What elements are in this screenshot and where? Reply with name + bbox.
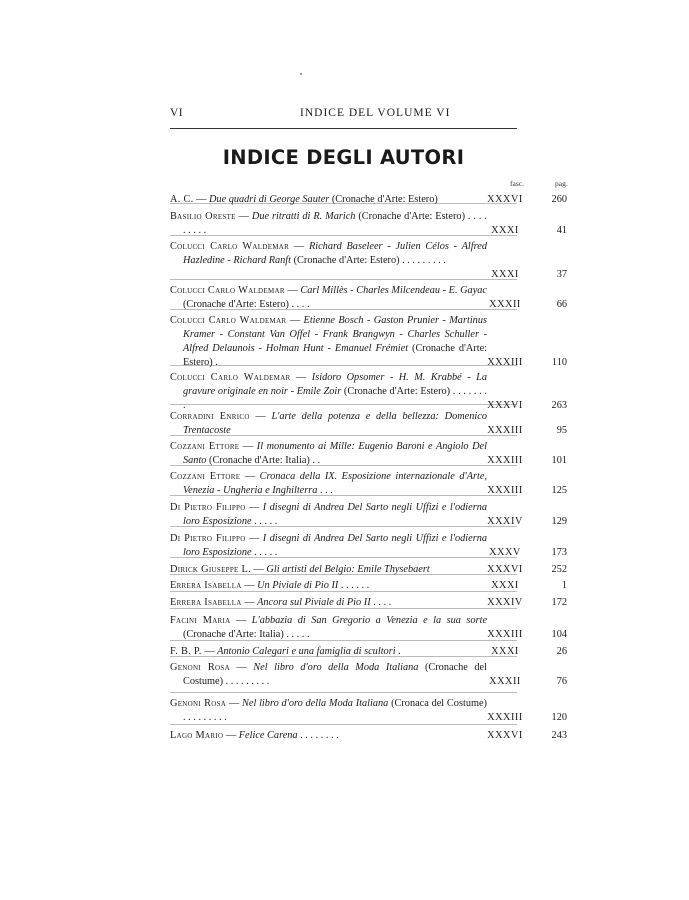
entry-dash: —: [229, 662, 254, 673]
entry-author: Cozzani Ettore: [170, 471, 241, 482]
entry-dash: —: [239, 441, 257, 452]
entry-fascicle: XXXII: [489, 676, 521, 687]
entry-text: [170, 661, 487, 689]
index-entry: [170, 532, 567, 560]
entry-title: Nel libro d'oro della Moda Italiana: [242, 698, 389, 709]
entry-author: Colucci Carlo Waldemar: [170, 241, 290, 252]
entry-fascicle: XXXII: [489, 299, 521, 310]
entry-rubric: . . . . .: [251, 516, 278, 527]
fasc-column-header: fasc.: [510, 179, 524, 188]
entry-fascicle: XXXIII: [487, 485, 523, 496]
index-entry: [170, 193, 567, 207]
entry-page: 172: [551, 597, 567, 608]
entry-text: [170, 532, 487, 560]
entry-rubric: (Cronache d'Arte: Estero): [329, 194, 438, 205]
entry-text: [170, 440, 487, 468]
entry-page: 173: [551, 547, 567, 558]
entry-fascicle: XXXI: [491, 225, 519, 236]
entry-author: F. B. P.: [170, 646, 202, 657]
entry-fascicle: XXXIII: [487, 629, 523, 640]
index-entry: [170, 314, 567, 370]
entry-fascicle: XXXIII: [487, 455, 523, 466]
entry-author: Colucci Carlo Waldemar: [170, 315, 287, 326]
entry-title: Richard Baseleer - Julien Célos - Alfred Hazledine - Richard Ranft: [183, 241, 487, 266]
entry-fascicle: XXXIII: [487, 712, 523, 723]
entry-rubric: (Cronaca del Costume) . . . . . . . . .: [183, 698, 487, 723]
entry-author: Basilio Oreste: [170, 211, 236, 222]
entry-fascicle: XXXIII: [487, 357, 523, 368]
entry-author: Di Pietro Filippo: [170, 502, 246, 513]
index-entry: [170, 579, 567, 593]
entry-title: Antonio Calegari e una famiglia di scultori: [217, 646, 396, 657]
entry-dash: —: [201, 646, 218, 657]
entry-text: [170, 240, 487, 268]
entry-rubric: . . .: [317, 485, 333, 496]
entry-rubric: . . . . . .: [338, 580, 370, 591]
entry-rubric: (Cronache d'Arte: Italia) . .: [206, 455, 321, 466]
entry-title: Felice Carena: [238, 730, 298, 741]
entry-author: Genoni Rosa: [170, 698, 227, 709]
entry-rubric: .: [395, 646, 401, 657]
entry-author: Corradini Enrico: [170, 411, 250, 422]
entry-text: [170, 596, 487, 610]
entry-title: Ancora sul Piviale di Pio II: [257, 597, 371, 608]
entry-title: Etienne Bosch - Gaston Prunier - Martinus Kramer - Constant Van Offel - Frank Brangwyn - Charles Schuller - Alfred Delaunois - Holman Hunt - Emanuel Frémiet: [183, 315, 487, 354]
index-entry: [170, 501, 567, 529]
entry-text: [170, 729, 487, 743]
entry-author: Facini Maria: [170, 615, 231, 626]
entry-rubric: (Cronache d'Arte: Italia) . . . . .: [183, 629, 310, 640]
entry-page: 104: [551, 629, 567, 640]
entry-text: [170, 563, 487, 577]
entry-author: A. C.: [170, 194, 194, 205]
entry-title: Due quadri di George Sauter: [208, 194, 330, 205]
entry-text: [170, 210, 487, 238]
entry-text: [170, 193, 487, 207]
entry-fascicle: XXXI: [491, 580, 519, 591]
index-entry: [170, 697, 567, 725]
entry-author: Genoni Rosa: [170, 662, 230, 673]
entry-title: Il monumento ai Mille: Eugenio Baroni e Angiolo Del Santo: [183, 441, 487, 466]
entry-fascicle: XXXI: [491, 646, 519, 657]
entry-title: L'abbazia di San Gregorio a Venezia e la sua sorte: [251, 615, 488, 626]
index-entry: [170, 210, 567, 238]
entry-fascicle: XXXI: [491, 269, 519, 280]
entry-author: Colucci Carlo Waldemar: [170, 285, 285, 296]
entry-rubric: (Cronache d'Arte: Estero) . . . .: [183, 299, 310, 310]
entry-text: [170, 314, 487, 370]
entry-title: Un Piviale di Pio II: [257, 580, 339, 591]
entry-fascicle: XXXVI: [487, 730, 523, 741]
entry-dash: —: [290, 372, 312, 383]
entry-page: 1: [561, 580, 567, 591]
index-entry: [170, 614, 567, 642]
entry-dash: —: [241, 597, 258, 608]
entry-rubric: (Cronache del Costume) . . . . . . . . .: [183, 662, 487, 687]
entry-rubric: . . . . . . . .: [297, 730, 339, 741]
entry-title: I disegni di Andrea Del Sarto negli Uffizi e l'odierna loro Esposizione: [183, 502, 487, 527]
entry-dash: —: [241, 580, 258, 591]
page-title: INDICE DEGLI AUTORI: [222, 146, 465, 169]
entry-author: Dirick Giuseppe L.: [170, 564, 251, 575]
entry-separator: [170, 692, 517, 693]
entry-dash: —: [250, 564, 267, 575]
entry-dash: —: [249, 411, 272, 422]
entry-dash: —: [240, 471, 260, 482]
entry-rubric: . . . . .: [251, 547, 278, 558]
entry-fascicle: XXXIV: [487, 516, 523, 527]
index-entry: [170, 240, 567, 280]
entry-page: 37: [556, 269, 567, 280]
index-entry: [170, 470, 567, 498]
entry-page: 95: [556, 425, 567, 436]
entry-dash: —: [235, 211, 252, 222]
entry-author: Colucci Carlo Waldemar: [170, 372, 291, 383]
pag-column-header: pag.: [555, 179, 568, 188]
entry-text: [170, 470, 487, 498]
entry-page: 120: [551, 712, 567, 723]
entry-page: 66: [556, 299, 567, 310]
running-title: INDICE DEL VOLUME VI: [300, 107, 451, 119]
entry-page: 26: [556, 646, 567, 657]
entry-page: 41: [556, 225, 567, 236]
index-entry: [170, 645, 567, 659]
entry-author: Lago Mario: [170, 730, 224, 741]
entry-dash: —: [289, 241, 309, 252]
entry-title: Cronaca della IX. Esposizione internazionale d'Arte, Venezia - Ungheria e Inghilterra: [183, 471, 488, 496]
paper-speck: [300, 73, 302, 75]
entry-author: Di Pietro Filippo: [170, 533, 246, 544]
entry-title: L'arte della potenza e della bellezza: Domenico Trentacoste: [183, 411, 487, 436]
entry-fascicle: XXXV: [489, 547, 521, 558]
header-rule: [170, 128, 517, 129]
index-entry: [170, 284, 567, 312]
entry-text: [170, 697, 487, 725]
entry-title: I disegni di Andrea Del Sarto negli Uffizi e l'odierna loro Esposizione: [183, 533, 487, 558]
entry-author: Errera Isabella: [170, 580, 242, 591]
entry-title: Nel libro d'oro della Moda Italiana: [253, 662, 419, 673]
entry-text: [170, 410, 487, 438]
entry-title: Gli artisti del Belgio: Emile Thysebaert: [266, 564, 430, 575]
index-entry: [170, 371, 567, 413]
entry-title: Isidoro Opsomer - H. M. Krabbé - La gravure originale en noir - Emile Zoir: [183, 372, 487, 397]
entry-rubric: (Cronache d'Arte: Estero) .: [183, 343, 487, 368]
entry-page: 76: [556, 676, 567, 687]
entry-text: [170, 645, 487, 659]
entry-page: 243: [551, 730, 567, 741]
entry-dash: —: [286, 315, 304, 326]
running-header: [170, 107, 517, 127]
index-entry: [170, 410, 567, 438]
entry-fascicle: XXXVI: [487, 194, 523, 205]
entry-text: [170, 501, 487, 529]
entry-dash: —: [193, 194, 209, 205]
entry-page: 125: [551, 485, 567, 496]
index-entry: [170, 440, 567, 468]
entry-text: [170, 614, 487, 642]
index-entry: [170, 729, 567, 743]
entry-fascicle: XXXVI: [487, 400, 523, 411]
entry-author: Cozzani Ettore: [170, 441, 240, 452]
entry-title: Carl Millès - Charles Milcendeau - E. Gayac: [300, 285, 487, 296]
entry-title: Due ritratti di R. Marich: [251, 211, 356, 222]
index-entry: [170, 596, 567, 610]
entry-dash: —: [245, 502, 263, 513]
index-entry: [170, 563, 567, 577]
entry-dash: —: [284, 285, 301, 296]
index-entry: [170, 661, 567, 689]
entry-rubric: . . . .: [370, 597, 392, 608]
entry-fascicle: XXXVI: [487, 564, 523, 575]
entry-dash: —: [245, 533, 263, 544]
entry-dash: —: [230, 615, 252, 626]
entry-rubric: (Cronache d'Arte: Estero) . . . . . . . . .: [183, 211, 487, 236]
entry-rubric: (Cronache d'Arte: Estero) . . . . . . . .: [183, 386, 487, 411]
entry-fascicle: XXXIV: [487, 597, 523, 608]
page-number: VI: [170, 107, 184, 119]
entry-page: 101: [551, 455, 567, 466]
entry-page: 129: [551, 516, 567, 527]
entry-author: Errera Isabella: [170, 597, 242, 608]
entry-dash: —: [226, 698, 242, 709]
entry-text: [170, 579, 487, 593]
entry-page: 110: [551, 357, 567, 368]
entry-text: [170, 371, 487, 413]
entry-dash: —: [223, 730, 239, 741]
entry-rubric: (Cronache d'Arte: Estero) . . . . . . . . .: [291, 255, 446, 266]
entry-text: [170, 284, 487, 312]
entry-page: 252: [551, 564, 567, 575]
entry-fascicle: XXXIII: [487, 425, 523, 436]
entry-page: 260: [551, 194, 567, 205]
entry-page: 263: [551, 400, 567, 411]
entry-separator: [170, 279, 517, 280]
